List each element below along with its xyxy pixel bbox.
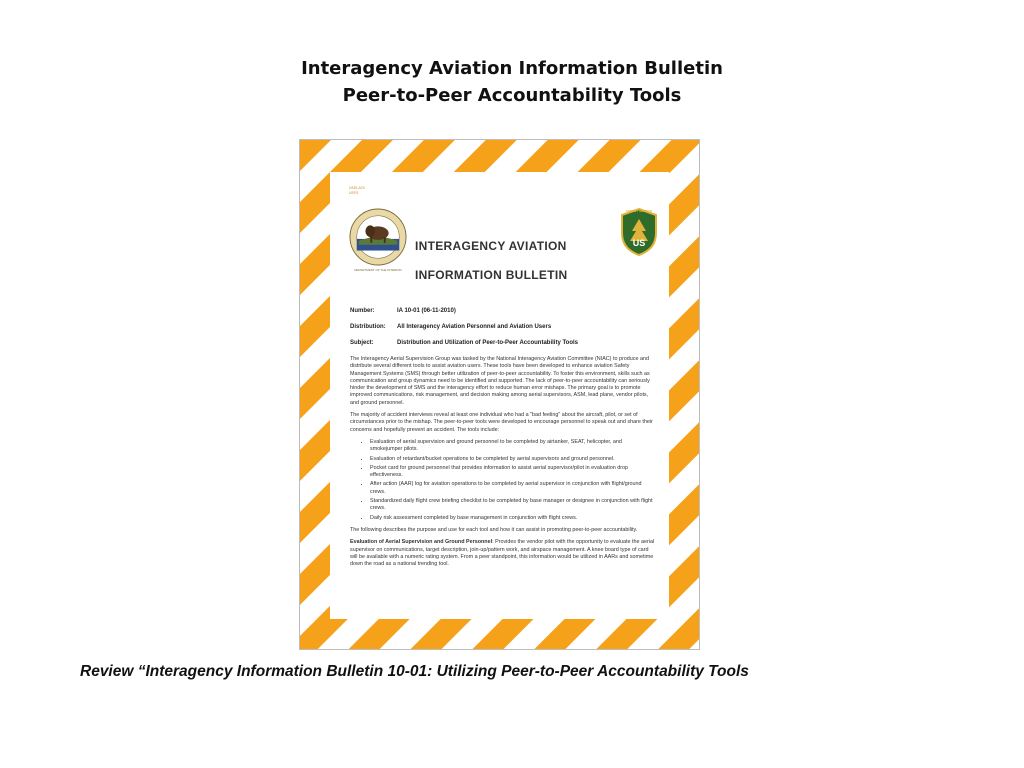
bulletin-header-line2: INFORMATION BULLETIN	[415, 268, 568, 282]
list-item: • Daily risk assessment completed by base management in conjunction with flight crews.	[370, 515, 655, 522]
agency-mark-line2: USFS	[349, 190, 359, 195]
interior-seal-icon	[349, 208, 407, 266]
forest-service-us: US	[632, 238, 646, 248]
body-paragraph-3: The following describes the purpose and use for each tool and how it can assist in promoting peer-to-peer accountability.	[350, 526, 638, 533]
number-label: Number:	[350, 308, 375, 314]
body-paragraph-1: The Interagency Aerial Supervision Group was tasked by the National Interagency Aviation Committee (NIAC) to produce and distribute several different tools to assist aviation users. These tools have been developed to enhance aviation Safety Management Systems (SMS) through better utilization of peer-to-peer accountability. To foster this environment, skills such as communication and group dynamics need to be identified and supported. The lack of peer-to-peer accountability can seriously hinder the development of SMS and the interagency effort to reduce human error mishaps. The primary goal is to promote improved communications, risk management, and decision making among aerial supervisors, ASM, lead plane, vendor pilots, and ground personnel.	[350, 356, 650, 406]
forest-service-shield-icon	[618, 207, 660, 257]
list-item: • Pocket card for ground personnel that provides information to assist aerial supervisor/pilot in evaluation drop effectiveness.	[370, 465, 655, 480]
slide-title-line1: Interagency Aviation Information Bulletin	[301, 58, 723, 79]
number-value: IA 10-01 (06-11-2010)	[397, 308, 456, 314]
agency-mark	[349, 186, 369, 195]
body-paragraph-4	[350, 539, 655, 568]
slide-title	[0, 55, 1024, 109]
bulletin-document-image	[299, 139, 700, 650]
distribution-label: Distribution:	[350, 324, 386, 330]
bulletin-number-row	[350, 308, 456, 314]
list-item: • Evaluation of aerial supervision and ground personnel to be completed by airtanker, SEAT, helicopter, and smokejumper pilots.	[370, 439, 655, 454]
bulletin-distribution-row	[350, 324, 551, 330]
bulletin-header-line1: INTERAGENCY AVIATION	[415, 239, 567, 253]
agency-mark-line1: USDI-AOI	[349, 186, 365, 190]
list-item: • Evaluation of retardant/bucket operations to be completed by aerial supervisors and ground personnel.	[370, 456, 655, 463]
subject-label: Subject:	[350, 340, 374, 346]
forest-service-label: FOREST SERVICE	[625, 209, 653, 213]
interior-seal-label: DEPARTMENT OF THE INTERIOR	[354, 268, 402, 272]
subject-value: Distribution and Utilization of Peer-to-Peer Accountability Tools	[397, 340, 579, 346]
list-item: • After action (AAR) log for aviation operations to be completed by aerial supervisor in conjunction with flight/ground crews.	[370, 481, 655, 496]
paragraph-4-heading: Evaluation of Aerial Supervision and Ground Personnel	[350, 539, 493, 546]
body-paragraph-2: The majority of accident interviews reveal at least one individual who had a "bad feeling" about the aircraft, pilot, or set of circumstances prior to the mishap. The peer-to-peer tools were developed to encourage personnel to speak out and share their concerns and hopefully prevent an accident. The tools include:	[350, 412, 653, 433]
tools-list	[350, 439, 655, 522]
paragraph-4-text: : Provides the vendor pilot with the opportunity to evaluate the aerial supervisor on communications, target description, join-up/pattern work, and airspace management. A knee board type of card will be available with a numeric rating system. From a peer standpoint, this information would be utilized in AARs and sometime down the road as a national trending tool.	[350, 539, 655, 568]
bulletin-subject-row	[350, 340, 578, 346]
bulletin-body	[350, 356, 655, 573]
slide-title-line2: Peer-to-Peer Accountability Tools	[342, 85, 682, 106]
slide-caption: Review “Interagency Information Bulletin 10-01: Utilizing Peer-to-Peer Accountability Tools	[80, 663, 749, 680]
distribution-value: All Interagency Aviation Personnel and Aviation Users	[397, 324, 552, 330]
bulletin-page	[330, 172, 669, 619]
list-item: • Standardized daily flight crew briefing checklist to be completed by base manager or designee in conjunction with flight crews.	[370, 498, 655, 513]
